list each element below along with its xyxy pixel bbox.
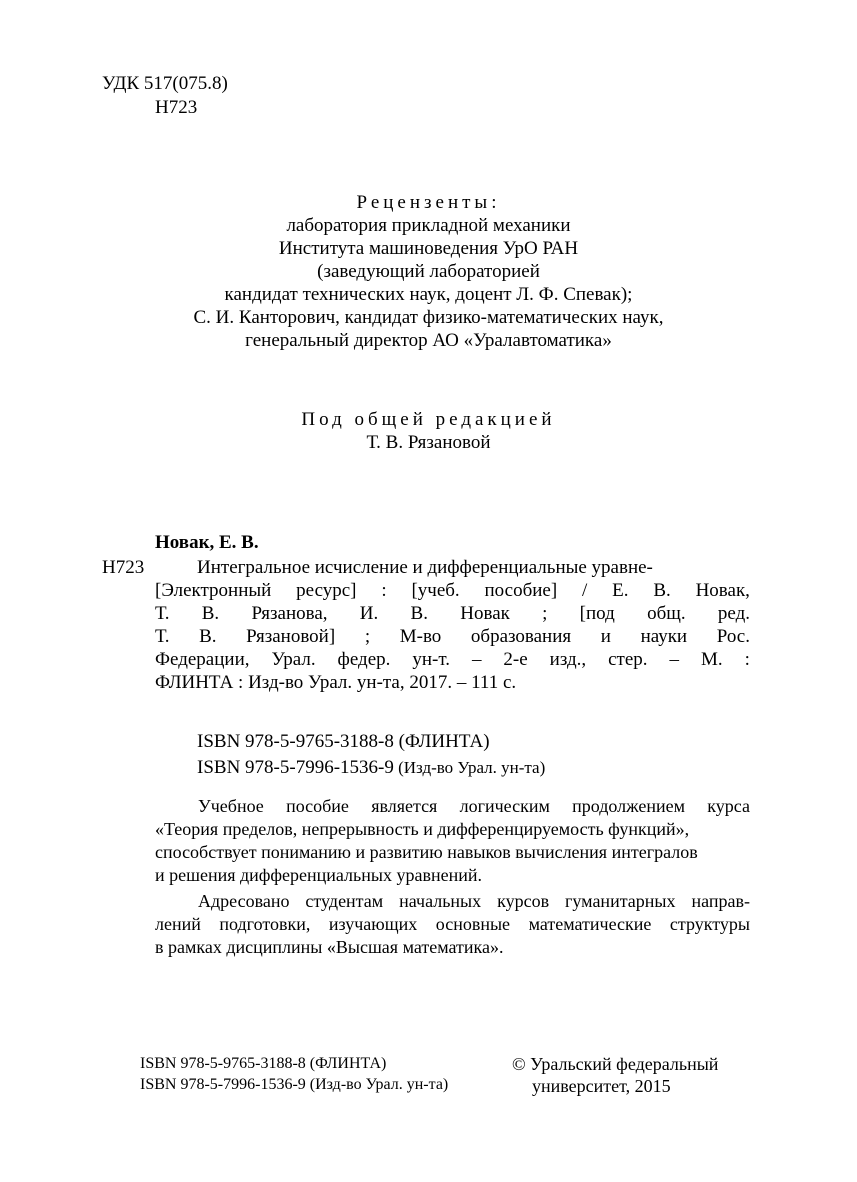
word: пособие (286, 796, 349, 816)
word: – (669, 649, 680, 670)
word: Новак (460, 603, 510, 624)
reviewers-heading: Рецензенты: (356, 192, 501, 213)
text-line (155, 890, 750, 913)
text-line (155, 602, 750, 625)
word: Т. (155, 603, 170, 624)
word: Адресовано (198, 891, 290, 911)
word: и (600, 626, 611, 647)
word: И. (359, 603, 379, 624)
word: [под (579, 603, 615, 624)
word: ; (364, 626, 371, 647)
bibliographic-description (155, 556, 750, 694)
word: изд., (549, 649, 587, 670)
word: подготовки, (219, 914, 311, 934)
text-line: в рамках дисциплины «Высшая математика». (155, 937, 504, 957)
word: начальных (399, 891, 482, 911)
word: является (371, 796, 438, 816)
word: ун-т. (412, 649, 450, 670)
text-line (155, 795, 750, 818)
reviewer-line: (заведующий лабораторией (317, 261, 540, 282)
word: В. (199, 626, 217, 647)
reviewer-line: лаборатория прикладной механики (286, 215, 571, 236)
footer-isbn-urfu: ISBN 978-5-7996-1536-9 (Изд-во Урал. ун-та) (140, 1076, 449, 1093)
reviewers-block (0, 191, 857, 352)
annotation (155, 795, 750, 959)
word: Е. (612, 580, 629, 601)
word: Учебное (198, 796, 264, 816)
text-line (155, 625, 750, 648)
reviewer-line: кандидат технических наук, доцент Л. Ф. Спевак); (224, 284, 633, 305)
reviewer-line: генеральный директор АО «Уралавтоматика» (245, 330, 612, 351)
word: : (381, 580, 387, 601)
word: [учеб. (411, 580, 460, 601)
word: В. (653, 580, 671, 601)
word: 2-е (503, 649, 528, 670)
word: – (471, 649, 482, 670)
reviewer-line: Института машиноведения УрО РАН (278, 238, 579, 259)
catalog-code: Н723 (102, 557, 145, 578)
text-line (155, 648, 750, 671)
reviewer-line: С. И. Канторович, кандидат физико-математических наук, (193, 307, 664, 328)
word: Федерации, (155, 649, 250, 670)
word: общ. (647, 603, 686, 624)
word: / (582, 580, 588, 601)
word: продолжением (572, 796, 685, 816)
isbn-flinta: ISBN 978-5-9765-3188-8 (ФЛИНТА) (197, 731, 490, 752)
text-line (155, 913, 750, 936)
text-line: и решения дифференциальных уравнений. (155, 865, 482, 885)
word: студентам (305, 891, 384, 911)
word: курса (707, 796, 750, 816)
copyright-line-2: университет, 2015 (532, 1076, 671, 1096)
text-line: ФЛИНТА : Изд-во Урал. ун-та, 2017. – 111 с. (155, 672, 517, 693)
word: Т. (155, 626, 170, 647)
text-line (155, 579, 750, 602)
word: направ- (691, 891, 750, 911)
word: : (744, 649, 750, 670)
word: Рязанова, (251, 603, 328, 624)
word: основные (435, 914, 511, 934)
word: структуры (669, 914, 750, 934)
editor-name: Т. В. Рязановой (366, 432, 491, 453)
word: федер. (337, 649, 391, 670)
isbn-urfu-publisher: (Изд-во Урал. ун-та) (393, 758, 546, 777)
word: М. (700, 649, 723, 670)
editor-block (0, 408, 857, 454)
udk-code: Н723 (155, 97, 198, 118)
text-line: Интегральное исчисление и дифференциальные уравне- (197, 557, 653, 578)
word: гуманитарных (565, 891, 676, 911)
word: математические (528, 914, 652, 934)
isbn-urfu-number: ISBN 978-5-7996-1536-9 (197, 757, 394, 778)
footer-isbn-flinta: ISBN 978-5-9765-3188-8 (ФЛИНТА) (140, 1055, 387, 1072)
copyright-line-1: © Уральский федеральный (512, 1054, 719, 1074)
word: лений (155, 914, 201, 934)
word: В. (201, 603, 220, 624)
word: логическим (459, 796, 550, 816)
word: изучающих (328, 914, 418, 934)
word: пособие] (484, 580, 558, 601)
isbn-urfu (197, 756, 545, 779)
word: курсов (497, 891, 550, 911)
word: стер. (608, 649, 648, 670)
word: ; (542, 603, 548, 624)
word: Новак, (695, 580, 750, 601)
word: Урал. (271, 649, 316, 670)
editor-heading: Под общей редакцией (301, 409, 556, 430)
word: Рос. (716, 626, 750, 647)
word: Рязановой] (246, 626, 336, 647)
text-line: способствует пониманию и развитию навыков вычисления интегралов (155, 842, 698, 862)
word: науки (640, 626, 688, 647)
word: образования (470, 626, 572, 647)
udk-label: УДК 517(075.8) (102, 73, 228, 94)
text-line: «Теория пределов, непрерывность и дифференцируемость функций», (155, 819, 690, 839)
word: ресурс] (296, 580, 357, 601)
word: ред. (717, 603, 750, 624)
word: [Электронный (155, 580, 272, 601)
author-heading: Новак, Е. В. (155, 532, 259, 553)
word: В. (410, 603, 428, 624)
word: М-во (399, 626, 442, 647)
